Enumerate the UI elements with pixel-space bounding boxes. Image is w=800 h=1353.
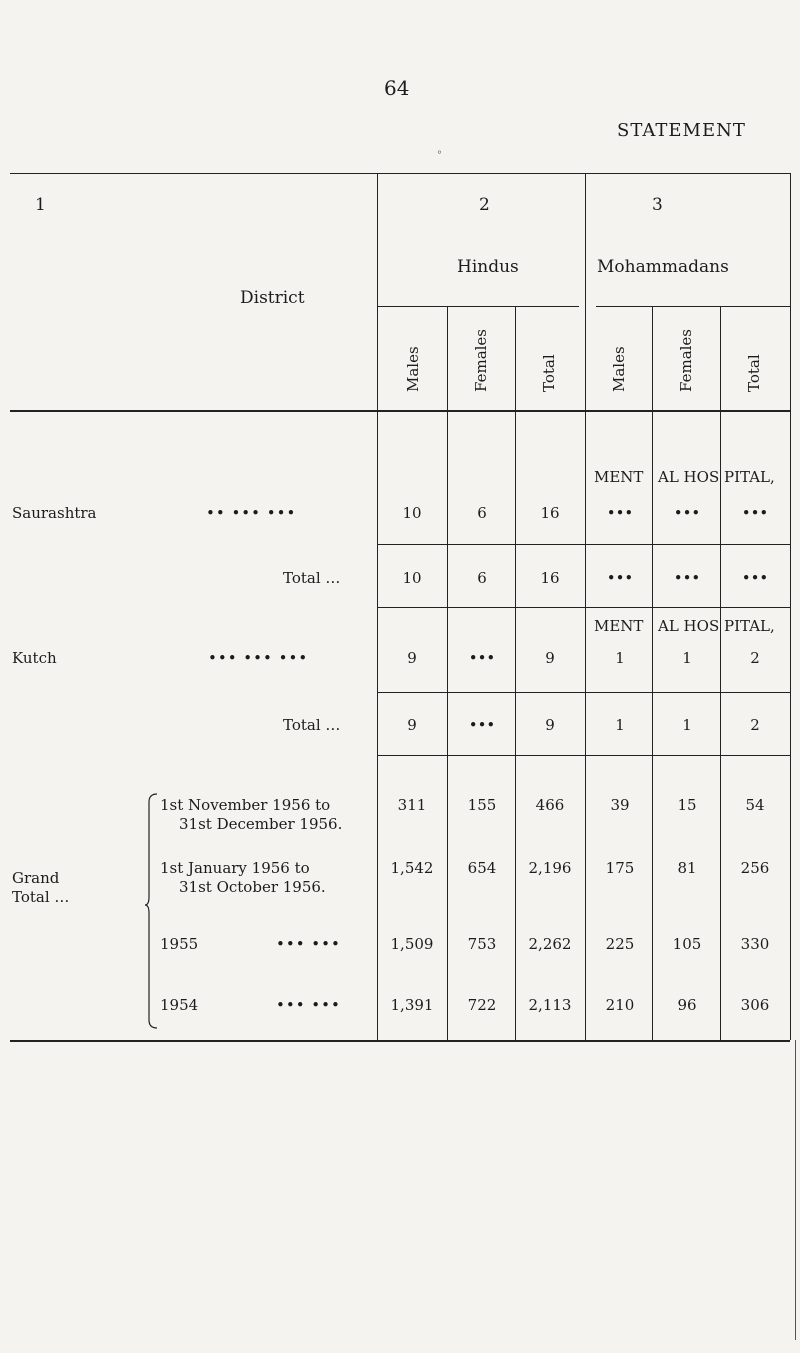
- col2-number: 2: [479, 195, 490, 215]
- grand-row-2-mohammadans-males: 175: [605, 859, 635, 877]
- kutch-hindus-females: •••: [468, 649, 496, 667]
- kutch-total-hindus-males: 9: [407, 716, 417, 734]
- grand-row-1-mohammadans-males: 39: [610, 796, 630, 814]
- col-line-5: [652, 306, 653, 1040]
- col3-number: 3: [652, 195, 663, 215]
- grand-row-2-period-line2: 31st October 1956.: [179, 878, 326, 896]
- rule-top: [10, 173, 790, 174]
- grand-row-2-period-line1: 1st January 1956 to: [160, 859, 310, 877]
- grand-total-brace: [145, 792, 159, 1032]
- saurashtra-name: Saurashtra: [12, 504, 97, 522]
- saurashtra-note-3: PITAL,: [724, 468, 775, 486]
- rule-header-bottom: [10, 410, 790, 412]
- grand-row-4-period: 1954: [160, 996, 199, 1014]
- kutch-mohammadans-males: 1: [615, 649, 625, 667]
- kutch-name: Kutch: [12, 649, 57, 667]
- rule-bottom: [10, 1040, 790, 1042]
- saurashtra-total-mohammadans-total: •••: [741, 569, 769, 587]
- saurashtra-total-hindus-females: 6: [477, 569, 487, 587]
- kutch-total-label: Total …: [283, 716, 341, 734]
- grand-row-4-hindus-total: 2,113: [528, 996, 572, 1014]
- kutch-total-hindus-total: 9: [545, 716, 555, 734]
- kutch-leader: ••• ••• •••: [208, 649, 309, 667]
- grand-row-2-hindus-males: 1,542: [390, 859, 434, 877]
- kutch-note-3: PITAL,: [724, 617, 775, 635]
- grand-row-4-mohammadans-total: 306: [740, 996, 770, 1014]
- sub-header-hindus-males: Males: [404, 346, 422, 392]
- col1-number: 1: [35, 195, 46, 215]
- col-line-right: [790, 173, 791, 1040]
- rule-mohammadans-header: [596, 306, 790, 307]
- kutch-total-mohammadans-males: 1: [615, 716, 625, 734]
- sub-header-hindus-females: Females: [472, 328, 490, 392]
- kutch-total-hindus-females: •••: [468, 716, 496, 734]
- saurashtra-total-mohammadans-females: •••: [673, 569, 701, 587]
- grand-row-3-mohammadans-total: 330: [740, 935, 770, 953]
- rule-saurashtra: [377, 544, 790, 545]
- grand-row-1-period-line1: 1st November 1956 to: [160, 796, 331, 814]
- saurashtra-total-mohammadans-males: •••: [606, 569, 634, 587]
- grand-row-3-leader: ••• •••: [276, 935, 341, 953]
- col2-label: Hindus: [457, 257, 519, 277]
- grand-row-1-period-line2: 31st December 1956.: [179, 815, 343, 833]
- page-number: 64: [384, 76, 410, 100]
- grand-row-1-hindus-males: 311: [397, 796, 427, 814]
- col-line-1: [377, 173, 378, 1040]
- col-line-4: [585, 173, 586, 1040]
- saurashtra-note-2: AL HOS: [658, 468, 720, 486]
- grand-row-1-hindus-females: 155: [467, 796, 497, 814]
- grand-row-3-mohammadans-males: 225: [605, 935, 635, 953]
- grand-row-3-hindus-total: 2,262: [528, 935, 572, 953]
- saurashtra-total-hindus-males: 10: [402, 569, 422, 587]
- saurashtra-total-hindus-total: 16: [540, 569, 560, 587]
- grand-row-2-mohammadans-total: 256: [740, 859, 770, 877]
- grand-row-1-mohammadans-females: 15: [677, 796, 697, 814]
- stray-mark: °: [437, 150, 442, 161]
- kutch-total-mohammadans-females: 1: [682, 716, 692, 734]
- grand-total-label-1: Grand: [12, 869, 60, 887]
- col-line-2: [447, 306, 448, 1040]
- kutch-total-mohammadans-total: 2: [750, 716, 760, 734]
- rule-saurashtra-total: [377, 607, 790, 608]
- grand-row-2-mohammadans-females: 81: [677, 859, 697, 877]
- grand-row-3-mohammadans-females: 105: [672, 935, 702, 953]
- rule-kutch-total: [377, 755, 790, 756]
- grand-row-4-mohammadans-females: 96: [677, 996, 697, 1014]
- sub-header-mohammadans-males: Males: [610, 346, 628, 392]
- grand-row-1-mohammadans-total: 54: [745, 796, 765, 814]
- saurashtra-note-1: MENT: [594, 468, 644, 486]
- col-line-6: [720, 306, 721, 1040]
- kutch-hindus-total: 9: [545, 649, 555, 667]
- saurashtra-hindus-males: 10: [402, 504, 422, 522]
- kutch-note-1: MENT: [594, 617, 644, 635]
- grand-row-2-hindus-total: 2,196: [528, 859, 572, 877]
- col-line-3: [515, 306, 516, 1040]
- rule-kutch: [377, 692, 790, 693]
- kutch-mohammadans-females: 1: [682, 649, 692, 667]
- grand-row-4-hindus-males: 1,391: [390, 996, 434, 1014]
- grand-row-2-hindus-females: 654: [467, 859, 497, 877]
- saurashtra-hindus-females: 6: [477, 504, 487, 522]
- rule-hindus-header: [377, 306, 579, 307]
- saurashtra-mohammadans-total: •••: [741, 504, 769, 522]
- grand-total-label-2: Total …: [12, 888, 70, 906]
- saurashtra-leader: •• ••• •••: [206, 504, 297, 522]
- saurashtra-total-label: Total …: [283, 569, 341, 587]
- saurashtra-hindus-total: 16: [540, 504, 560, 522]
- sub-header-mohammadans-total: Total: [745, 354, 763, 392]
- grand-row-3-hindus-females: 753: [467, 935, 497, 953]
- col1-label: District: [240, 288, 305, 308]
- saurashtra-mohammadans-males: •••: [606, 504, 634, 522]
- grand-row-3-hindus-males: 1,509: [390, 935, 434, 953]
- sub-header-mohammadans-females: Females: [677, 328, 695, 392]
- saurashtra-mohammadans-females: •••: [673, 504, 701, 522]
- kutch-hindus-males: 9: [407, 649, 417, 667]
- kutch-mohammadans-total: 2: [750, 649, 760, 667]
- scan-edge-line: [795, 1040, 796, 1340]
- grand-row-3-period: 1955: [160, 935, 199, 953]
- sub-header-hindus-total: Total: [540, 354, 558, 392]
- grand-row-4-mohammadans-males: 210: [605, 996, 635, 1014]
- grand-row-1-hindus-total: 466: [535, 796, 565, 814]
- grand-row-4-hindus-females: 722: [467, 996, 497, 1014]
- kutch-note-2: AL HOS: [658, 617, 720, 635]
- col3-label: Mohammadans: [597, 257, 729, 277]
- statement-heading: STATEMENT: [617, 120, 746, 141]
- grand-row-4-leader: ••• •••: [276, 996, 341, 1014]
